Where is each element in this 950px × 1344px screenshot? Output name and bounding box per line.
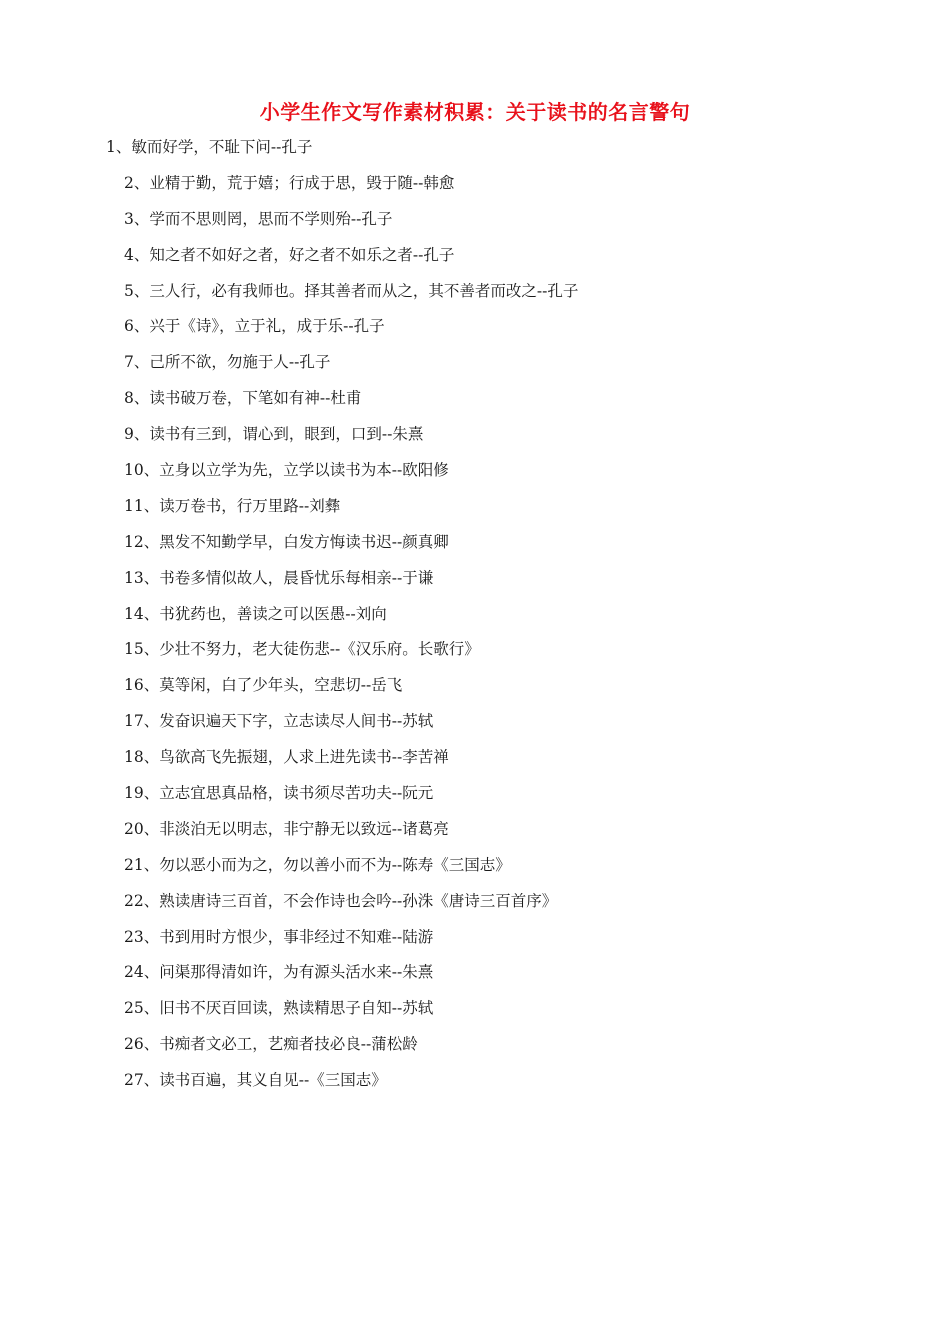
quote-item: 21、勿以恶小而为之，勿以善小而不为--陈寿《三国志》 — [124, 855, 511, 874]
quote-item: 1、敏而好学，不耻下问--孔子 — [106, 138, 313, 156]
quote-item: 13、书卷多情似故人，晨昏忧乐每相亲--于谦 — [124, 568, 434, 587]
quote-item: 15、少壮不努力，老大徒伤悲--《汉乐府。长歌行》 — [124, 640, 480, 659]
quote-item: 22、熟读唐诗三百首，不会作诗也会吟--孙洙《唐诗三百首序》 — [124, 891, 558, 910]
quote-list — [0, 132, 950, 1101]
quote-item: 8、读书破万卷，下笔如有神--杜甫 — [124, 389, 362, 408]
quote-item: 3、学而不思则罔，思而不学则殆--孔子 — [124, 209, 393, 228]
quote-item: 24、问渠那得清如许，为有源头活水来--朱熹 — [124, 963, 434, 982]
quote-item: 5、三人行，必有我师也。择其善者而从之，其不善者而改之--孔子 — [124, 281, 579, 300]
quote-item: 27、读书百遍，其义自见--《三国志》 — [124, 1071, 387, 1090]
quote-item: 2、业精于勤，荒于嬉；行成于思，毁于随--韩愈 — [124, 173, 455, 192]
quote-item: 18、鸟欲高飞先振翅，人求上进先读书--李苦禅 — [124, 748, 449, 767]
quote-item: 19、立志宜思真品格，读书须尽苦功夫--阮元 — [124, 784, 434, 803]
quote-item: 7、己所不欲，勿施于人--孔子 — [124, 353, 331, 372]
quote-item: 25、旧书不厌百回读，熟读精思子自知--苏轼 — [124, 999, 434, 1018]
quote-item: 11、读万卷书，行万里路--刘彝 — [124, 496, 341, 515]
quote-item: 9、读书有三到，谓心到，眼到，口到--朱熹 — [124, 425, 424, 444]
quote-item: 17、发奋识遍天下字，立志读尽人间书--苏轼 — [124, 712, 434, 731]
quote-item: 14、书犹药也，善读之可以医愚--刘向 — [124, 604, 387, 623]
page-title: 小学生作文写作素材积累：关于读书的名言警句 — [259, 100, 691, 124]
quote-item: 16、莫等闲，白了少年头，空悲切--岳飞 — [124, 676, 403, 695]
quote-item: 12、黑发不知勤学早，白发方悔读书迟--颜真卿 — [124, 532, 449, 551]
quote-item: 20、非淡泊无以明志，非宁静无以致远--诸葛亮 — [124, 819, 449, 838]
quote-item: 10、立身以立学为先，立学以读书为本--欧阳修 — [124, 461, 449, 480]
quote-item: 4、知之者不如好之者，好之者不如乐之者--孔子 — [124, 245, 455, 264]
quote-item: 6、兴于《诗》，立于礼，成于乐--孔子 — [124, 317, 385, 336]
quote-item: 23、书到用时方恨少，事非经过不知难--陆游 — [124, 927, 434, 946]
quote-item: 26、书痴者文必工，艺痴者技必良--蒲松龄 — [124, 1035, 418, 1054]
